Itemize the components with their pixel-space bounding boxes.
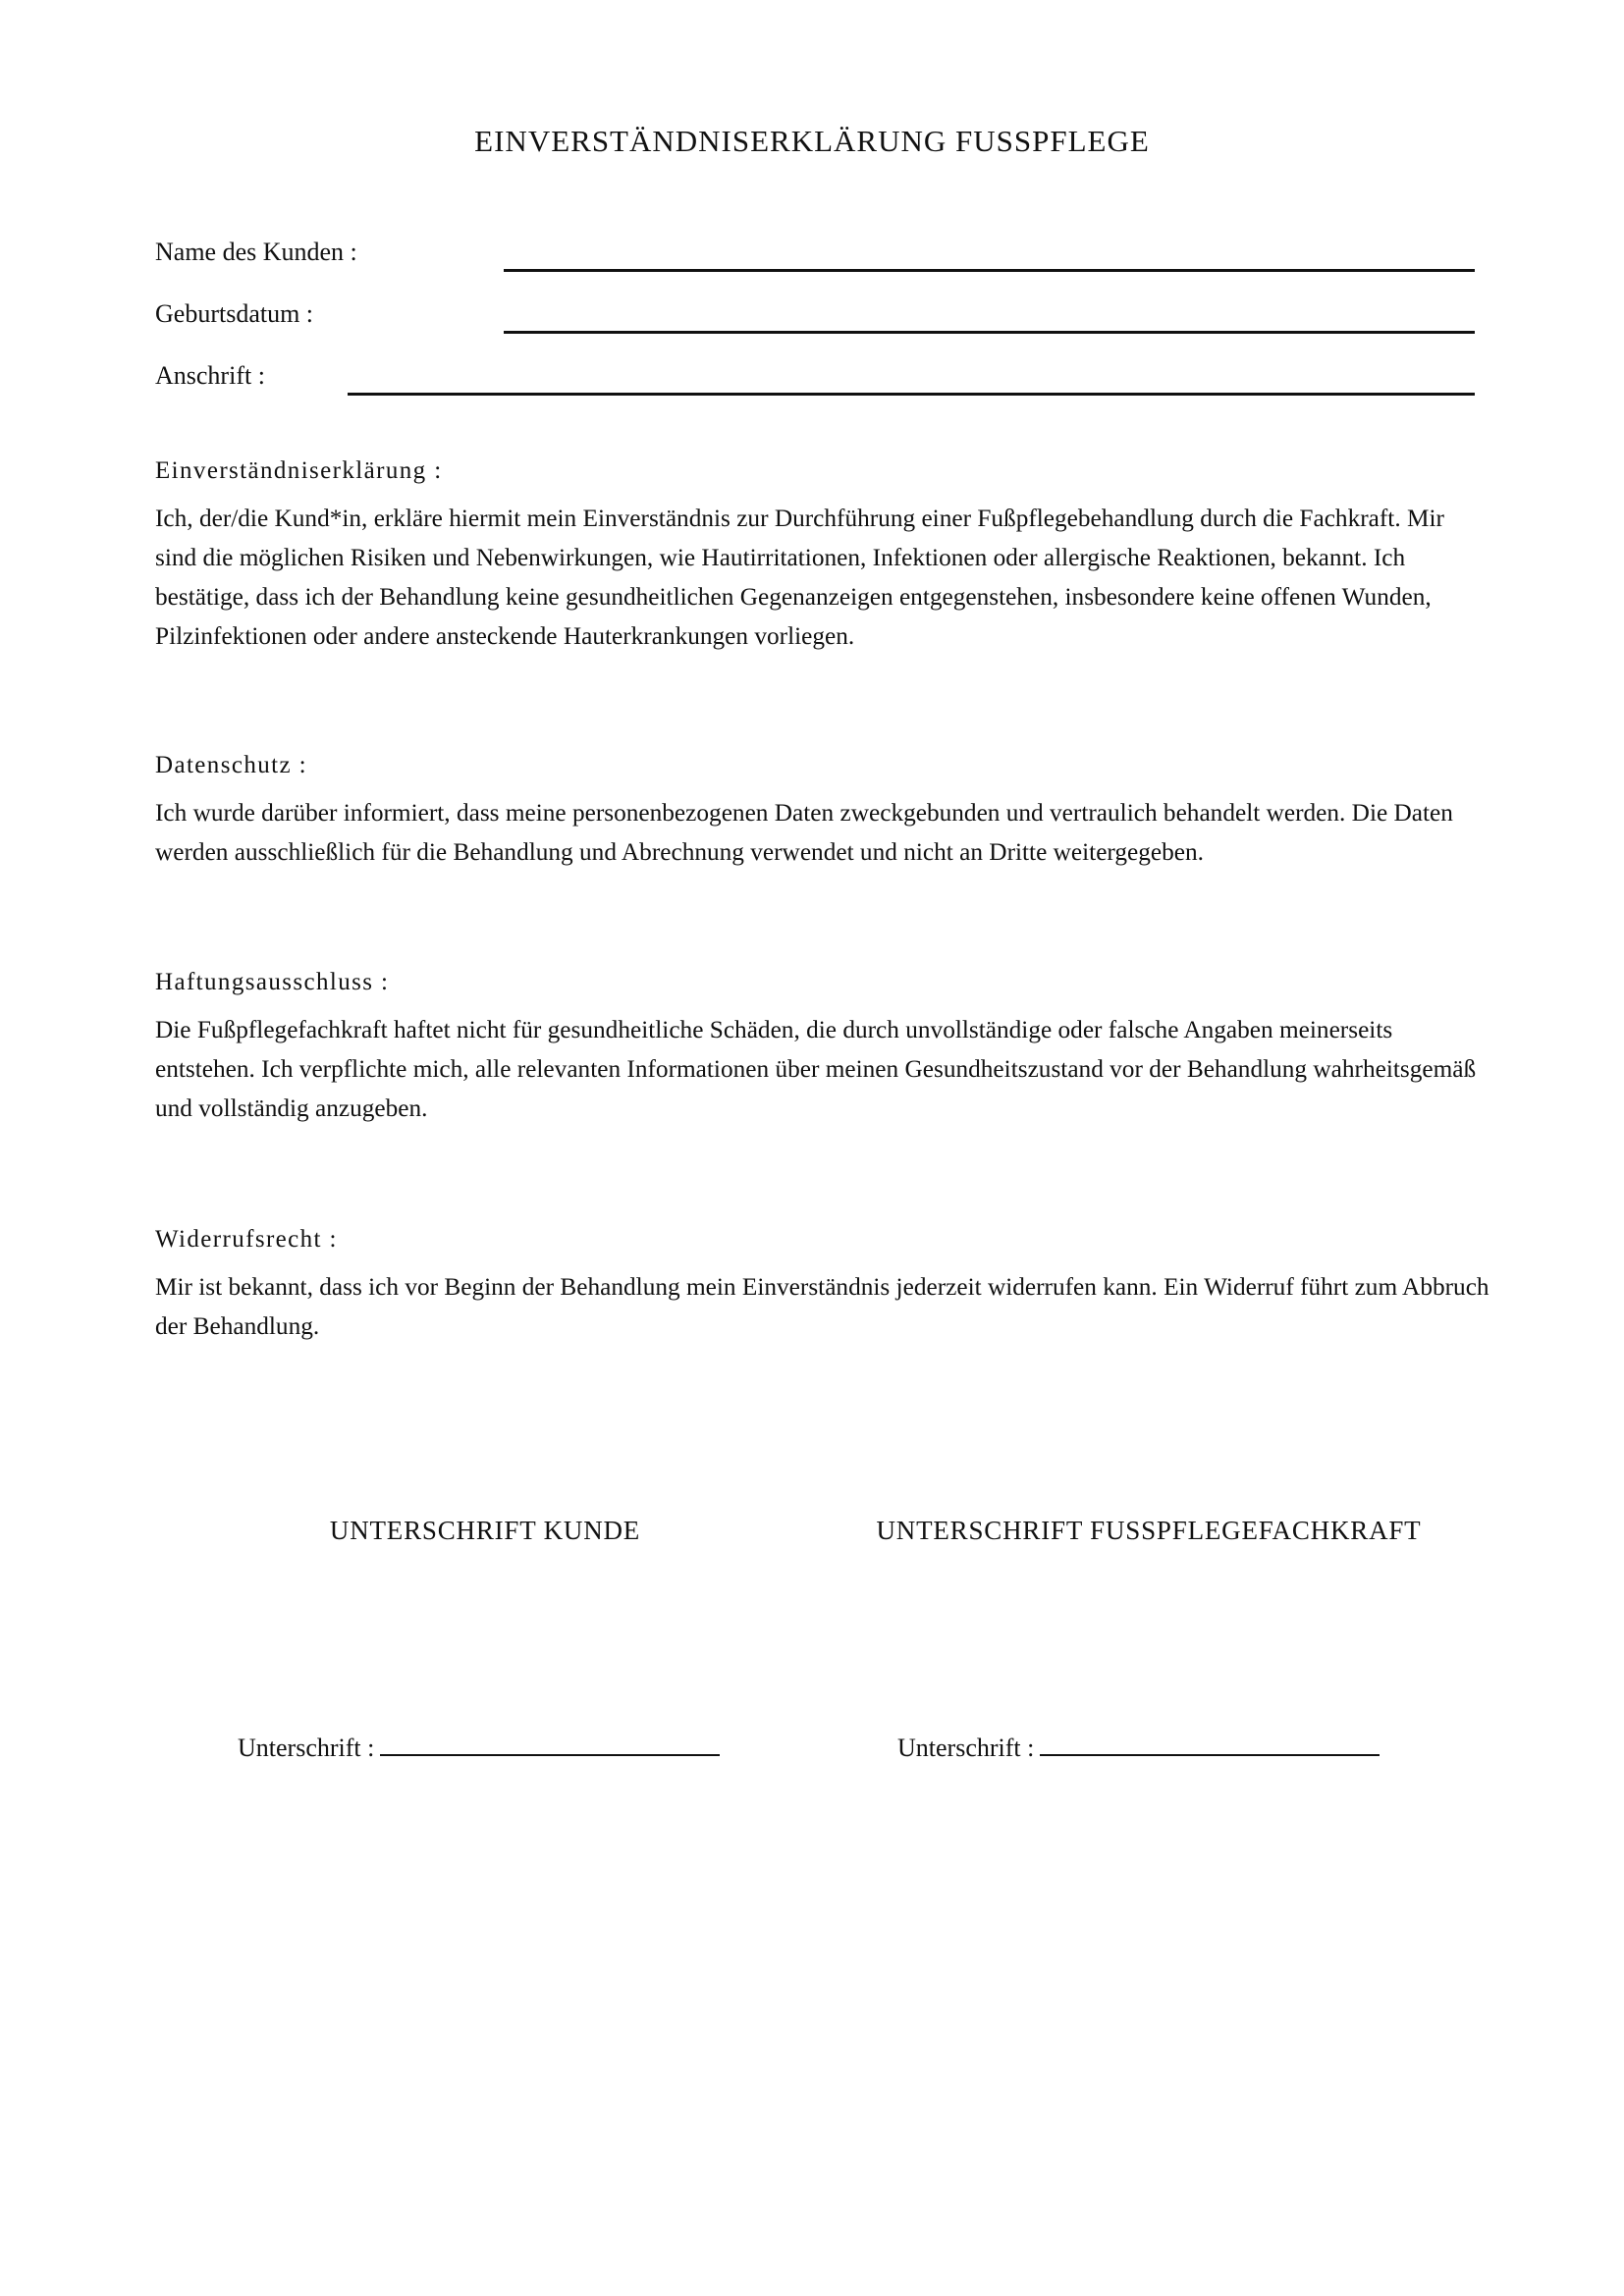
privacy-text: Ich wurde darüber informiert, dass meine personenbezogenen Daten zweckgebunden und vertraulich behandelt werden. Die Daten werden ausschließlich für die Behandlung und Abrechnung verwendet und nicht an Dritte weitergegeben. — [155, 799, 1453, 866]
address-label: Anschrift : — [155, 361, 265, 390]
customer-name-field[interactable] — [504, 269, 1475, 272]
consent-text: Ich, der/die Kund*in, erkläre hiermit mein Einverständnis zur Durchführung einer Fußpflegebehandlung durch die Fachkraft. Mir sind die möglichen Risiken und Nebenwirkungen, wie Hautirritationen, Infektionen oder allergische Reaktionen, bekannt. Ich bestätige, dass ich der Behandlung keine gesundheitlichen Gegenanzeigen entgegenstehen, insbesondere keine offenen Wunden, Pilzinfektionen oder andere ansteckende Hauterkrankungen vorliegen. — [155, 505, 1444, 650]
document-title: EINVERSTÄNDNISERKLÄRUNG FUSSPFLEGE — [474, 124, 1150, 158]
address-field[interactable] — [348, 393, 1475, 396]
consent-heading: Einverständniserklärung : — [155, 457, 443, 484]
specialist-signature-label: Unterschrift : — [897, 1734, 1035, 1762]
liability-text: Die Fußpflegefachkraft haftet nicht für gesundheitliche Schäden, die durch unvollständige oder falsche Angaben meinerseits entstehen. Ich verpflichte mich, alle relevanten Informationen über meinen Gesundheitszustand vor der Behandlung wahrheitsgemäß und vollständig anzugeben. — [155, 1016, 1477, 1122]
withdrawal-text: Mir ist bekannt, dass ich vor Beginn der Behandlung mein Einverständnis jederzeit widerrufen kann. Ein Widerruf führt zum Abbruch der Behandlung. — [155, 1273, 1489, 1340]
customer-name-label: Name des Kunden : — [155, 238, 357, 266]
birthdate-field[interactable] — [504, 331, 1475, 334]
customer-signature-heading: UNTERSCHRIFT KUNDE — [329, 1516, 641, 1545]
birthdate-label: Geburtsdatum : — [155, 299, 314, 328]
customer-signature-line[interactable] — [380, 1754, 720, 1756]
specialist-signature-row — [897, 1734, 1380, 1763]
specialist-signature-line[interactable] — [1040, 1754, 1380, 1756]
liability-heading: Haftungsausschluss : — [155, 969, 390, 995]
privacy-heading: Datenschutz : — [155, 752, 307, 778]
customer-signature-row — [238, 1734, 720, 1763]
specialist-signature-heading: UNTERSCHRIFT FUSSPFLEGEFACHKRAFT — [876, 1516, 1422, 1545]
withdrawal-heading: Widerrufsrecht : — [155, 1226, 338, 1253]
customer-signature-label: Unterschrift : — [238, 1734, 375, 1762]
